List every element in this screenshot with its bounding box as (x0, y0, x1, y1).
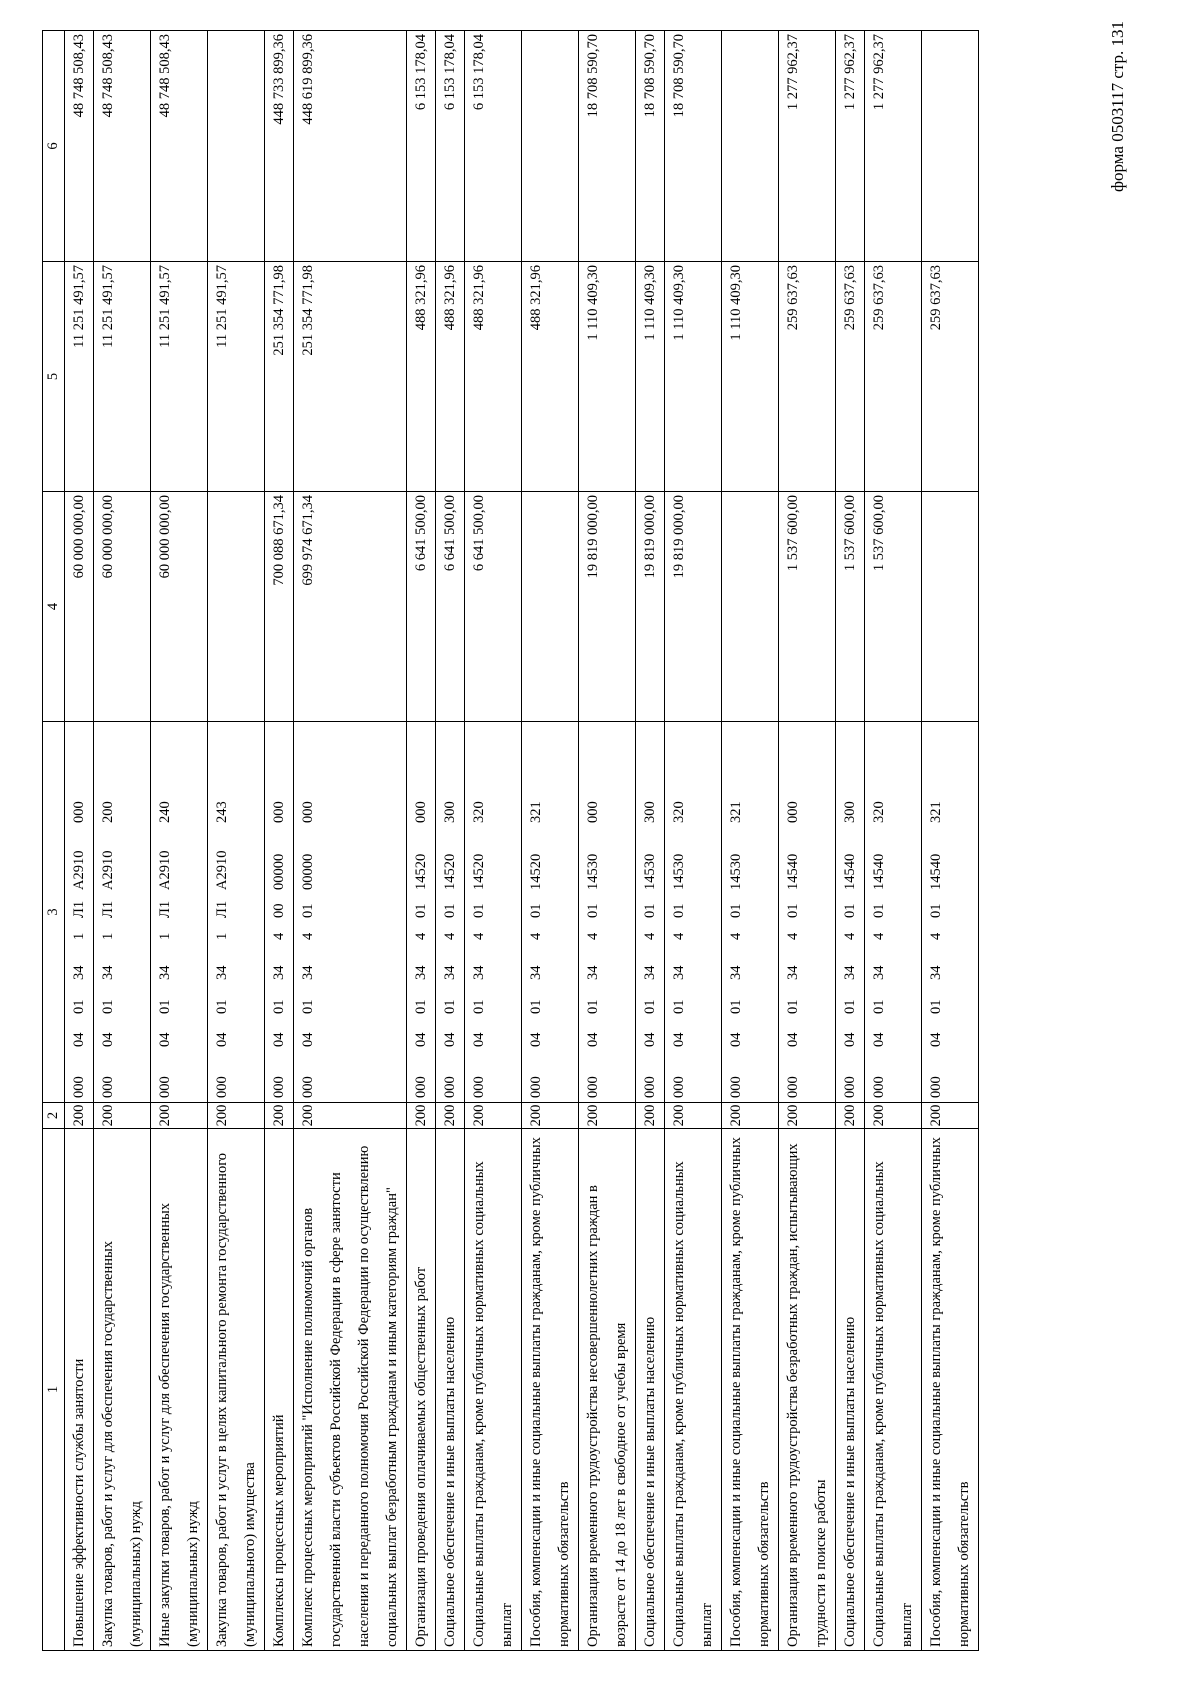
row-budget-code (665, 722, 722, 1103)
row-name: Организация временного трудоустройства несовершеннолетних граждан в возрасте от 14 до 18 лет в свободное от учебы время (579, 1129, 636, 1651)
row-amount-c4: 1 537 600,00 (779, 492, 836, 722)
code-gl: 000 (214, 1076, 230, 1098)
code-program: 34 (100, 965, 116, 980)
code-program: 34 (842, 965, 858, 980)
code-type: 4 (471, 932, 487, 940)
row-name: Организация проведения оплачиваемых общественных работ (407, 1129, 436, 1651)
code-direction: 01 (642, 903, 658, 918)
row-budget-code (579, 722, 636, 1103)
row-line-code: 200 (465, 1103, 522, 1129)
row-line-code: 200 (579, 1103, 636, 1129)
row-amount-c5: 251 354 771,98 (294, 262, 407, 492)
code-type: 4 (442, 932, 458, 940)
code-type: 1 (71, 932, 87, 940)
code-gl: 000 (842, 1076, 858, 1098)
code-program: 34 (785, 965, 801, 980)
header-col-1: 1 (43, 1129, 65, 1651)
row-budget-code (636, 722, 665, 1103)
row-budget-code (522, 722, 579, 1103)
code-direction: 00 (271, 903, 287, 918)
code-section: 04 (471, 1032, 487, 1047)
code-item: 14520 (413, 853, 429, 890)
table-row (208, 31, 265, 1651)
row-amount-c5: 259 637,63 (836, 262, 865, 492)
code-item: 14540 (842, 853, 858, 890)
row-amount-c5: 488 321,96 (407, 262, 436, 492)
row-line-code: 200 (265, 1103, 294, 1129)
row-line-code: 200 (665, 1103, 722, 1129)
code-item: 14530 (671, 853, 687, 890)
code-program: 34 (442, 965, 458, 980)
code-subsection: 01 (157, 999, 173, 1014)
code-section: 04 (728, 1032, 744, 1047)
row-budget-code (94, 722, 151, 1103)
row-name: Закупка товаров, работ и услуг в целях капитального ремонта государственного (муниципального) имущества (208, 1129, 265, 1651)
code-item: 14530 (642, 853, 658, 890)
row-name: Комплексы процессных мероприятий (265, 1129, 294, 1651)
code-direction: Л1 (71, 900, 87, 918)
row-amount-c5: 1 110 409,30 (579, 262, 636, 492)
code-gl: 000 (671, 1076, 687, 1098)
code-program: 34 (271, 965, 287, 980)
row-budget-code (465, 722, 522, 1103)
row-line-code: 200 (865, 1103, 922, 1129)
row-amount-c4: 19 819 000,00 (665, 492, 722, 722)
code-type: 1 (157, 932, 173, 940)
form-reference: форма 0503117 стр. 131 (1108, 21, 1127, 192)
code-direction: 01 (300, 903, 316, 918)
table-row (294, 31, 407, 1651)
table-body (65, 31, 979, 1651)
code-program: 34 (71, 965, 87, 980)
code-subsection: 01 (71, 999, 87, 1014)
table-row (922, 31, 979, 1651)
code-direction: 01 (528, 903, 544, 918)
code-direction: 01 (442, 903, 458, 918)
code-gl: 000 (642, 1076, 658, 1098)
code-direction: 01 (671, 903, 687, 918)
row-amount-c6: 18 708 590,70 (665, 31, 722, 262)
row-amount-c4 (522, 492, 579, 722)
table-row (151, 31, 208, 1651)
code-direction: 01 (785, 903, 801, 918)
table-row (94, 31, 151, 1651)
code-expense: 320 (871, 801, 887, 823)
code-expense: 000 (271, 801, 287, 823)
code-gl: 000 (471, 1076, 487, 1098)
row-amount-c4 (208, 492, 265, 722)
code-item: 14540 (785, 853, 801, 890)
row-budget-code (151, 722, 208, 1103)
row-amount-c5: 11 251 491,57 (151, 262, 208, 492)
code-program: 34 (300, 965, 316, 980)
table-row (65, 31, 94, 1651)
code-gl: 000 (928, 1076, 944, 1098)
row-line-code: 200 (779, 1103, 836, 1129)
code-subsection: 01 (271, 999, 287, 1014)
code-section: 04 (300, 1032, 316, 1047)
code-gl: 000 (442, 1076, 458, 1098)
code-program: 34 (671, 965, 687, 980)
table-row (865, 31, 922, 1651)
code-program: 34 (928, 965, 944, 980)
row-amount-c6 (522, 31, 579, 262)
code-subsection: 01 (413, 999, 429, 1014)
row-line-code: 200 (836, 1103, 865, 1129)
code-section: 04 (785, 1032, 801, 1047)
code-subsection: 01 (842, 999, 858, 1014)
table-row (465, 31, 522, 1651)
row-name: Повышение эффективности службы занятости (65, 1129, 94, 1651)
row-amount-c6: 48 748 508,43 (151, 31, 208, 262)
code-expense: 321 (728, 801, 744, 823)
table-header-row (43, 31, 65, 1651)
code-direction: 01 (471, 903, 487, 918)
row-amount-c5: 259 637,63 (865, 262, 922, 492)
row-amount-c6: 448 733 899,36 (265, 31, 294, 262)
table-row (265, 31, 294, 1651)
code-subsection: 01 (728, 999, 744, 1014)
row-name: Социальные выплаты гражданам, кроме публичных нормативных социальных выплат (665, 1129, 722, 1651)
code-type: 4 (871, 932, 887, 940)
code-direction: 01 (585, 903, 601, 918)
row-line-code: 200 (94, 1103, 151, 1129)
budget-table (42, 30, 979, 1651)
code-program: 34 (157, 965, 173, 980)
code-direction: 01 (728, 903, 744, 918)
code-program: 34 (871, 965, 887, 980)
code-section: 04 (842, 1032, 858, 1047)
row-amount-c5: 488 321,96 (436, 262, 465, 492)
code-program: 34 (214, 965, 230, 980)
row-amount-c6 (208, 31, 265, 262)
table-row (436, 31, 465, 1651)
row-name: Социальное обеспечение и иные выплаты населению (636, 1129, 665, 1651)
code-item: 00000 (271, 853, 287, 890)
row-amount-c4: 6 641 500,00 (436, 492, 465, 722)
code-subsection: 01 (442, 999, 458, 1014)
code-gl: 000 (271, 1076, 287, 1098)
header-col-4: 4 (43, 492, 65, 722)
table-row (836, 31, 865, 1651)
code-program: 34 (528, 965, 544, 980)
code-expense: 000 (413, 801, 429, 823)
code-expense: 300 (642, 801, 658, 823)
code-expense: 300 (842, 801, 858, 823)
code-section: 04 (71, 1032, 87, 1047)
row-amount-c6: 48 748 508,43 (94, 31, 151, 262)
code-item: 14540 (871, 853, 887, 890)
row-name: Пособия, компенсации и иные социальные выплаты гражданам, кроме публичных нормативных обязательств (922, 1129, 979, 1651)
code-direction: 01 (842, 903, 858, 918)
code-type: 1 (214, 932, 230, 940)
table-row (665, 31, 722, 1651)
code-type: 1 (100, 932, 116, 940)
code-gl: 000 (300, 1076, 316, 1098)
row-name: Социальное обеспечение и иные выплаты населению (436, 1129, 465, 1651)
row-line-code: 200 (65, 1103, 94, 1129)
row-amount-c5: 11 251 491,57 (65, 262, 94, 492)
row-amount-c6: 1 277 962,37 (836, 31, 865, 262)
row-amount-c6: 6 153 178,04 (465, 31, 522, 262)
table-row (407, 31, 436, 1651)
row-amount-c5: 488 321,96 (522, 262, 579, 492)
row-budget-code (65, 722, 94, 1103)
row-amount-c6: 18 708 590,70 (579, 31, 636, 262)
code-gl: 000 (413, 1076, 429, 1098)
code-direction: 01 (928, 903, 944, 918)
row-amount-c4: 60 000 000,00 (94, 492, 151, 722)
code-direction: 01 (413, 903, 429, 918)
code-gl: 000 (528, 1076, 544, 1098)
row-budget-code (865, 722, 922, 1103)
row-amount-c4: 6 641 500,00 (465, 492, 522, 722)
code-item: А2910 (157, 850, 173, 890)
code-section: 04 (214, 1032, 230, 1047)
code-expense: 321 (528, 801, 544, 823)
code-section: 04 (528, 1032, 544, 1047)
code-gl: 000 (157, 1076, 173, 1098)
row-line-code: 200 (208, 1103, 265, 1129)
row-amount-c5: 11 251 491,57 (94, 262, 151, 492)
code-type: 4 (528, 932, 544, 940)
code-section: 04 (671, 1032, 687, 1047)
code-item: 14530 (585, 853, 601, 890)
row-name: Социальное обеспечение и иные выплаты населению (836, 1129, 865, 1651)
code-program: 34 (642, 965, 658, 980)
row-amount-c6: 1 277 962,37 (779, 31, 836, 262)
row-amount-c4: 60 000 000,00 (151, 492, 208, 722)
code-program: 34 (413, 965, 429, 980)
row-amount-c6: 18 708 590,70 (636, 31, 665, 262)
table-row (522, 31, 579, 1651)
row-line-code: 200 (636, 1103, 665, 1129)
row-amount-c5: 259 637,63 (922, 262, 979, 492)
row-name: Пособия, компенсации и иные социальные выплаты гражданам, кроме публичных нормативных обязательств (522, 1129, 579, 1651)
code-direction: Л1 (100, 900, 116, 918)
header-col-2: 2 (43, 1103, 65, 1129)
code-type: 4 (585, 932, 601, 940)
code-direction: Л1 (157, 900, 173, 918)
code-type: 4 (300, 932, 316, 940)
code-subsection: 01 (214, 999, 230, 1014)
row-budget-code (265, 722, 294, 1103)
row-name: Закупка товаров, работ и услуг для обеспечения государственных (муниципальных) нужд (94, 1129, 151, 1651)
row-amount-c5: 251 354 771,98 (265, 262, 294, 492)
row-amount-c6: 48 748 508,43 (65, 31, 94, 262)
row-amount-c4: 19 819 000,00 (579, 492, 636, 722)
code-gl: 000 (71, 1076, 87, 1098)
code-expense: 240 (157, 801, 173, 823)
row-amount-c6: 448 619 899,36 (294, 31, 407, 262)
row-amount-c4: 700 088 671,34 (265, 492, 294, 722)
row-amount-c4 (922, 492, 979, 722)
code-type: 4 (785, 932, 801, 940)
code-type: 4 (928, 932, 944, 940)
row-name: Социальные выплаты гражданам, кроме публичных нормативных социальных выплат (465, 1129, 522, 1651)
row-budget-code (294, 722, 407, 1103)
code-section: 04 (642, 1032, 658, 1047)
row-amount-c6 (922, 31, 979, 262)
code-item: А2910 (100, 850, 116, 890)
row-name: Комплекс процессных мероприятий "Исполнение полномочий органов государственной власти субъектов Российской Федерации в сфере занятости населения и переданного полномочия Российской Федерации по осуществлению социальных выплат безработным гражданам и иным категориям граждан" (294, 1129, 407, 1651)
code-subsection: 01 (671, 999, 687, 1014)
code-expense: 300 (442, 801, 458, 823)
row-amount-c5: 1 110 409,30 (722, 262, 779, 492)
header-col-5: 5 (43, 262, 65, 492)
code-gl: 000 (871, 1076, 887, 1098)
row-amount-c4: 699 974 671,34 (294, 492, 407, 722)
code-direction: Л1 (214, 900, 230, 918)
code-program: 34 (471, 965, 487, 980)
row-amount-c6: 6 153 178,04 (407, 31, 436, 262)
code-subsection: 01 (471, 999, 487, 1014)
code-expense: 320 (671, 801, 687, 823)
code-type: 4 (671, 932, 687, 940)
code-section: 04 (442, 1032, 458, 1047)
code-subsection: 01 (300, 999, 316, 1014)
code-expense: 321 (928, 801, 944, 823)
row-amount-c5: 259 637,63 (779, 262, 836, 492)
row-amount-c4: 1 537 600,00 (836, 492, 865, 722)
code-subsection: 01 (871, 999, 887, 1014)
row-line-code: 200 (151, 1103, 208, 1129)
row-amount-c5: 11 251 491,57 (208, 262, 265, 492)
row-budget-code (922, 722, 979, 1103)
row-line-code: 200 (722, 1103, 779, 1129)
row-amount-c4: 1 537 600,00 (865, 492, 922, 722)
code-expense: 000 (785, 801, 801, 823)
code-section: 04 (271, 1032, 287, 1047)
row-budget-code (436, 722, 465, 1103)
row-line-code: 200 (922, 1103, 979, 1129)
table-row (722, 31, 779, 1651)
row-amount-c6: 6 153 178,04 (436, 31, 465, 262)
code-item: 14520 (442, 853, 458, 890)
row-line-code: 200 (294, 1103, 407, 1129)
row-budget-code (722, 722, 779, 1103)
code-program: 34 (728, 965, 744, 980)
code-section: 04 (100, 1032, 116, 1047)
code-expense: 200 (100, 801, 116, 823)
code-type: 4 (842, 932, 858, 940)
row-amount-c5: 1 110 409,30 (636, 262, 665, 492)
code-subsection: 01 (100, 999, 116, 1014)
code-gl: 000 (785, 1076, 801, 1098)
row-amount-c4: 60 000 000,00 (65, 492, 94, 722)
code-item: 00000 (300, 853, 316, 890)
code-type: 4 (728, 932, 744, 940)
code-type: 4 (271, 932, 287, 940)
code-subsection: 01 (528, 999, 544, 1014)
header-col-6: 6 (43, 31, 65, 262)
code-item: 14540 (928, 853, 944, 890)
table-row (579, 31, 636, 1651)
row-budget-code (779, 722, 836, 1103)
row-name: Пособия, компенсации и иные социальные выплаты гражданам, кроме публичных нормативных обязательств (722, 1129, 779, 1651)
code-subsection: 01 (585, 999, 601, 1014)
row-amount-c4: 6 641 500,00 (407, 492, 436, 722)
code-item: 14520 (471, 853, 487, 890)
row-name: Социальные выплаты гражданам, кроме публичных нормативных социальных выплат (865, 1129, 922, 1651)
code-section: 04 (413, 1032, 429, 1047)
row-name: Организация временного трудоустройства безработных граждан, испытывающих трудности в поиске работы (779, 1129, 836, 1651)
code-subsection: 01 (785, 999, 801, 1014)
row-amount-c6 (722, 31, 779, 262)
code-type: 4 (642, 932, 658, 940)
header-col-3: 3 (43, 722, 65, 1103)
code-gl: 000 (728, 1076, 744, 1098)
row-budget-code (836, 722, 865, 1103)
row-budget-code (208, 722, 265, 1103)
code-item: 14520 (528, 853, 544, 890)
row-budget-code (407, 722, 436, 1103)
row-amount-c6: 1 277 962,37 (865, 31, 922, 262)
row-amount-c5: 488 321,96 (465, 262, 522, 492)
code-expense: 000 (300, 801, 316, 823)
code-gl: 000 (585, 1076, 601, 1098)
code-type: 4 (413, 932, 429, 940)
code-item: 14530 (728, 853, 744, 890)
row-line-code: 200 (407, 1103, 436, 1129)
code-section: 04 (157, 1032, 173, 1047)
table-row (636, 31, 665, 1651)
code-item: А2910 (214, 850, 230, 890)
code-gl: 000 (100, 1076, 116, 1098)
code-item: А2910 (71, 850, 87, 890)
code-section: 04 (871, 1032, 887, 1047)
code-section: 04 (585, 1032, 601, 1047)
code-expense: 243 (214, 801, 230, 823)
row-line-code: 200 (522, 1103, 579, 1129)
code-expense: 320 (471, 801, 487, 823)
code-expense: 000 (585, 801, 601, 823)
row-amount-c5: 1 110 409,30 (665, 262, 722, 492)
code-section: 04 (928, 1032, 944, 1047)
row-line-code: 200 (436, 1103, 465, 1129)
table-row (779, 31, 836, 1651)
code-expense: 000 (71, 801, 87, 823)
row-name: Иные закупки товаров, работ и услуг для обеспечения государственных (муниципальных) нужд (151, 1129, 208, 1651)
code-program: 34 (585, 965, 601, 980)
row-amount-c4: 19 819 000,00 (636, 492, 665, 722)
code-subsection: 01 (928, 999, 944, 1014)
code-direction: 01 (871, 903, 887, 918)
code-subsection: 01 (642, 999, 658, 1014)
row-amount-c4 (722, 492, 779, 722)
